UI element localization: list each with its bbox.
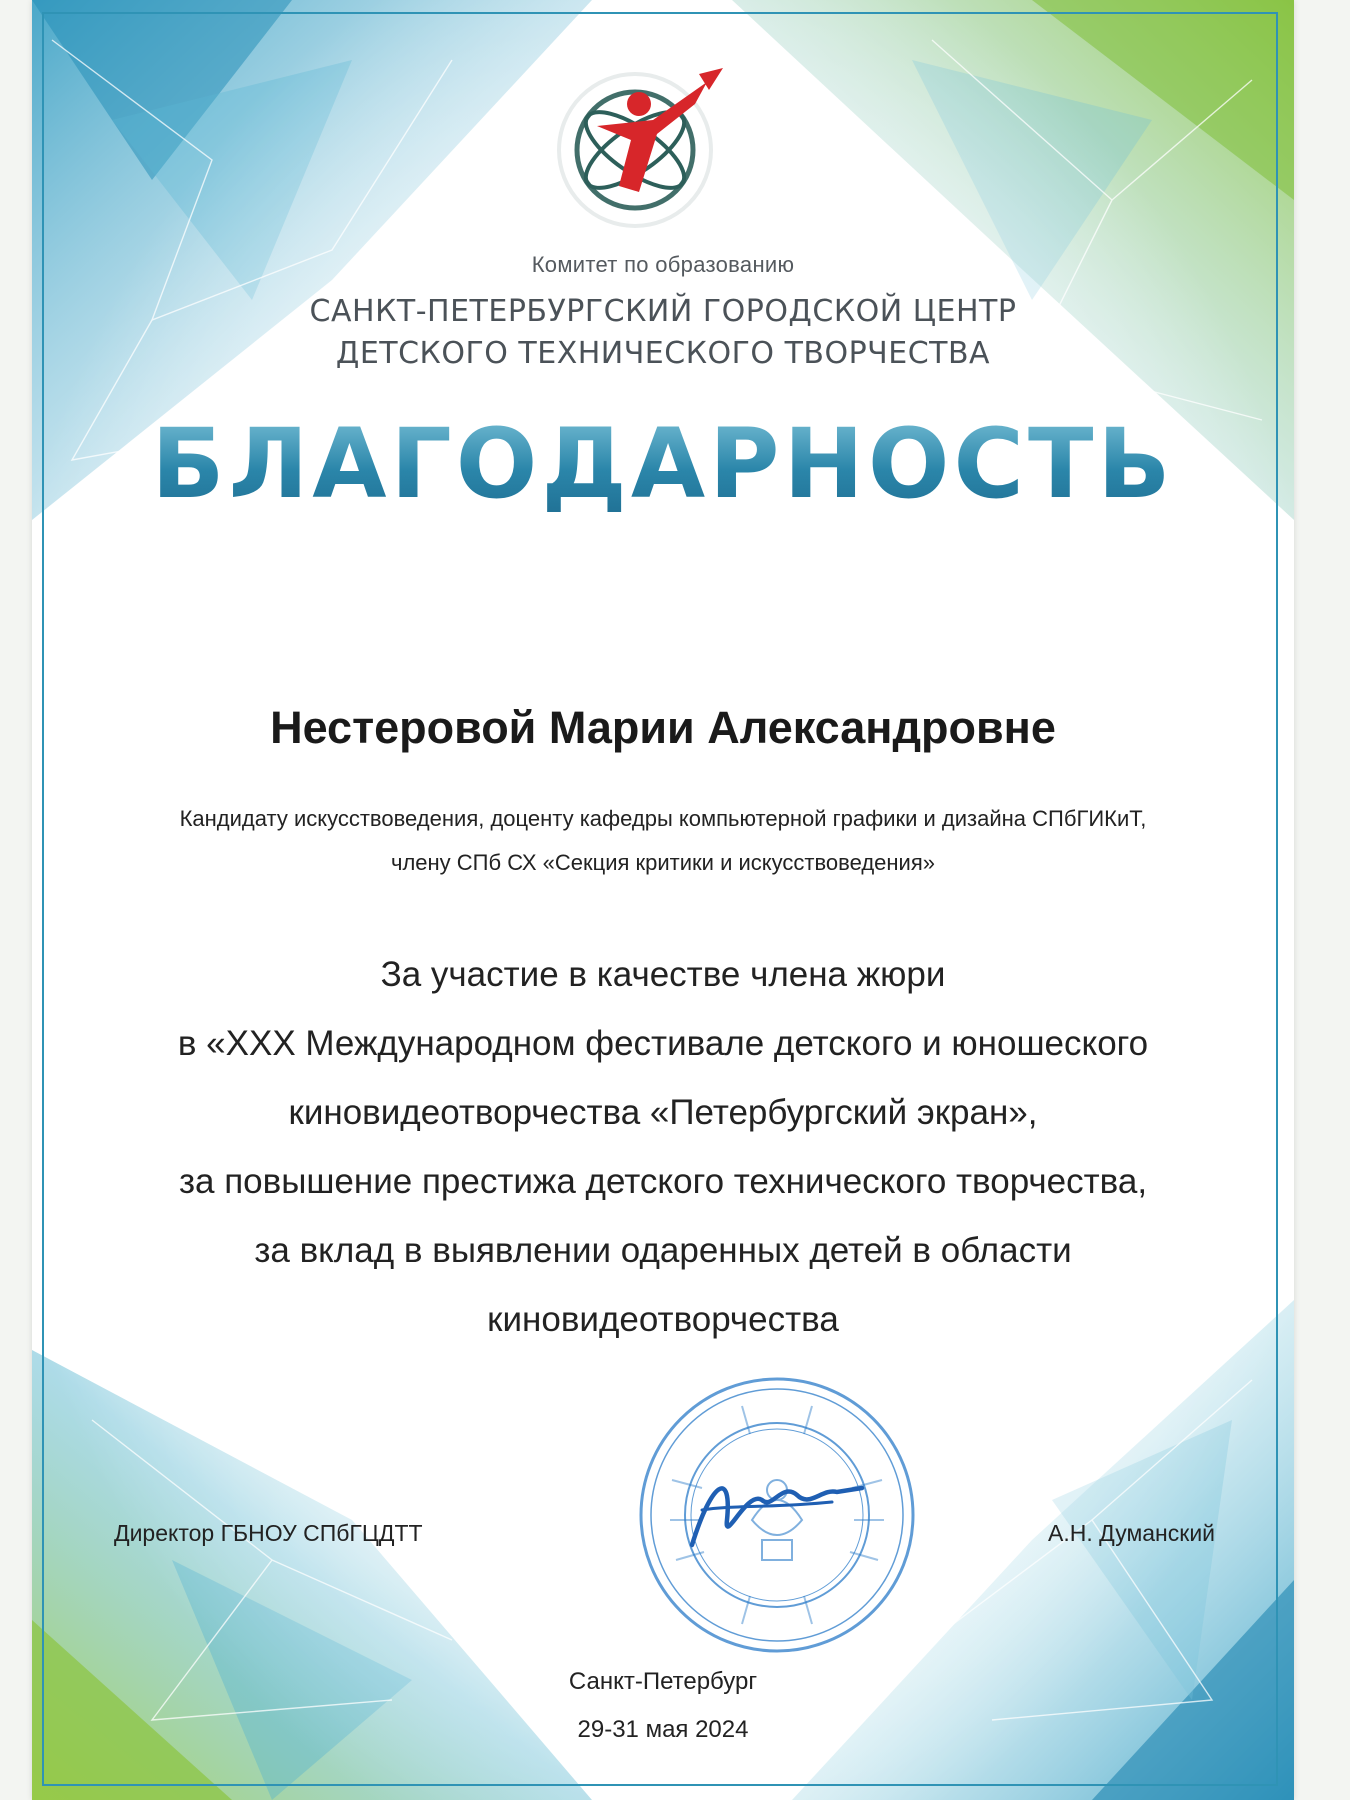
committee-label: Комитет по образованию bbox=[531, 252, 795, 277]
issue-date: 29-31 мая 2024 bbox=[577, 1716, 749, 1743]
signer-title: Директор ГБНОУ СПбГЦДТТ bbox=[114, 1520, 423, 1546]
signer-name: А.Н. Думанский bbox=[1048, 1520, 1216, 1546]
organization-name-line-1: САНКТ-ПЕТЕРБУРГСКИЙ ГОРОДСКОЙ ЦЕНТР bbox=[309, 294, 1017, 329]
certificate-title: БЛАГОДАРНОСТЬ bbox=[32, 408, 1294, 520]
organization-name-line-2: ДЕТСКОГО ТЕХНИЧЕСКОГО ТВОРЧЕСТВА bbox=[335, 336, 991, 371]
official-stamp-icon bbox=[632, 1370, 922, 1660]
body-line: киновидеотворчества bbox=[487, 1300, 839, 1339]
certificate-paper bbox=[32, 0, 1294, 1800]
recipient-description-line-2: члену СПб СХ «Секция критики и искусствоведения» bbox=[390, 850, 935, 875]
body-line: за повышение престижа детского технического творчества, bbox=[178, 1162, 1148, 1201]
figure-with-arrow-globe-icon bbox=[557, 60, 727, 230]
issue-city: Санкт-Петербург bbox=[568, 1668, 758, 1695]
body-line: За участие в качестве члена жюри bbox=[380, 955, 946, 994]
recipient-name: Нестеровой Марии Александровне bbox=[270, 702, 1056, 753]
certificate-body bbox=[32, 940, 1294, 1354]
body-line: за вклад в выявлении одаренных детей в области bbox=[254, 1231, 1072, 1270]
body-line: в «XXX Международном фестивале детского и юношеского bbox=[177, 1024, 1149, 1063]
body-line: киновидеотворчества «Петербургский экран», bbox=[288, 1093, 1038, 1132]
recipient-description-line-1: Кандидату искусствоведения, доценту кафедры компьютерной графики и дизайна СПбГИКиТ, bbox=[179, 806, 1147, 831]
